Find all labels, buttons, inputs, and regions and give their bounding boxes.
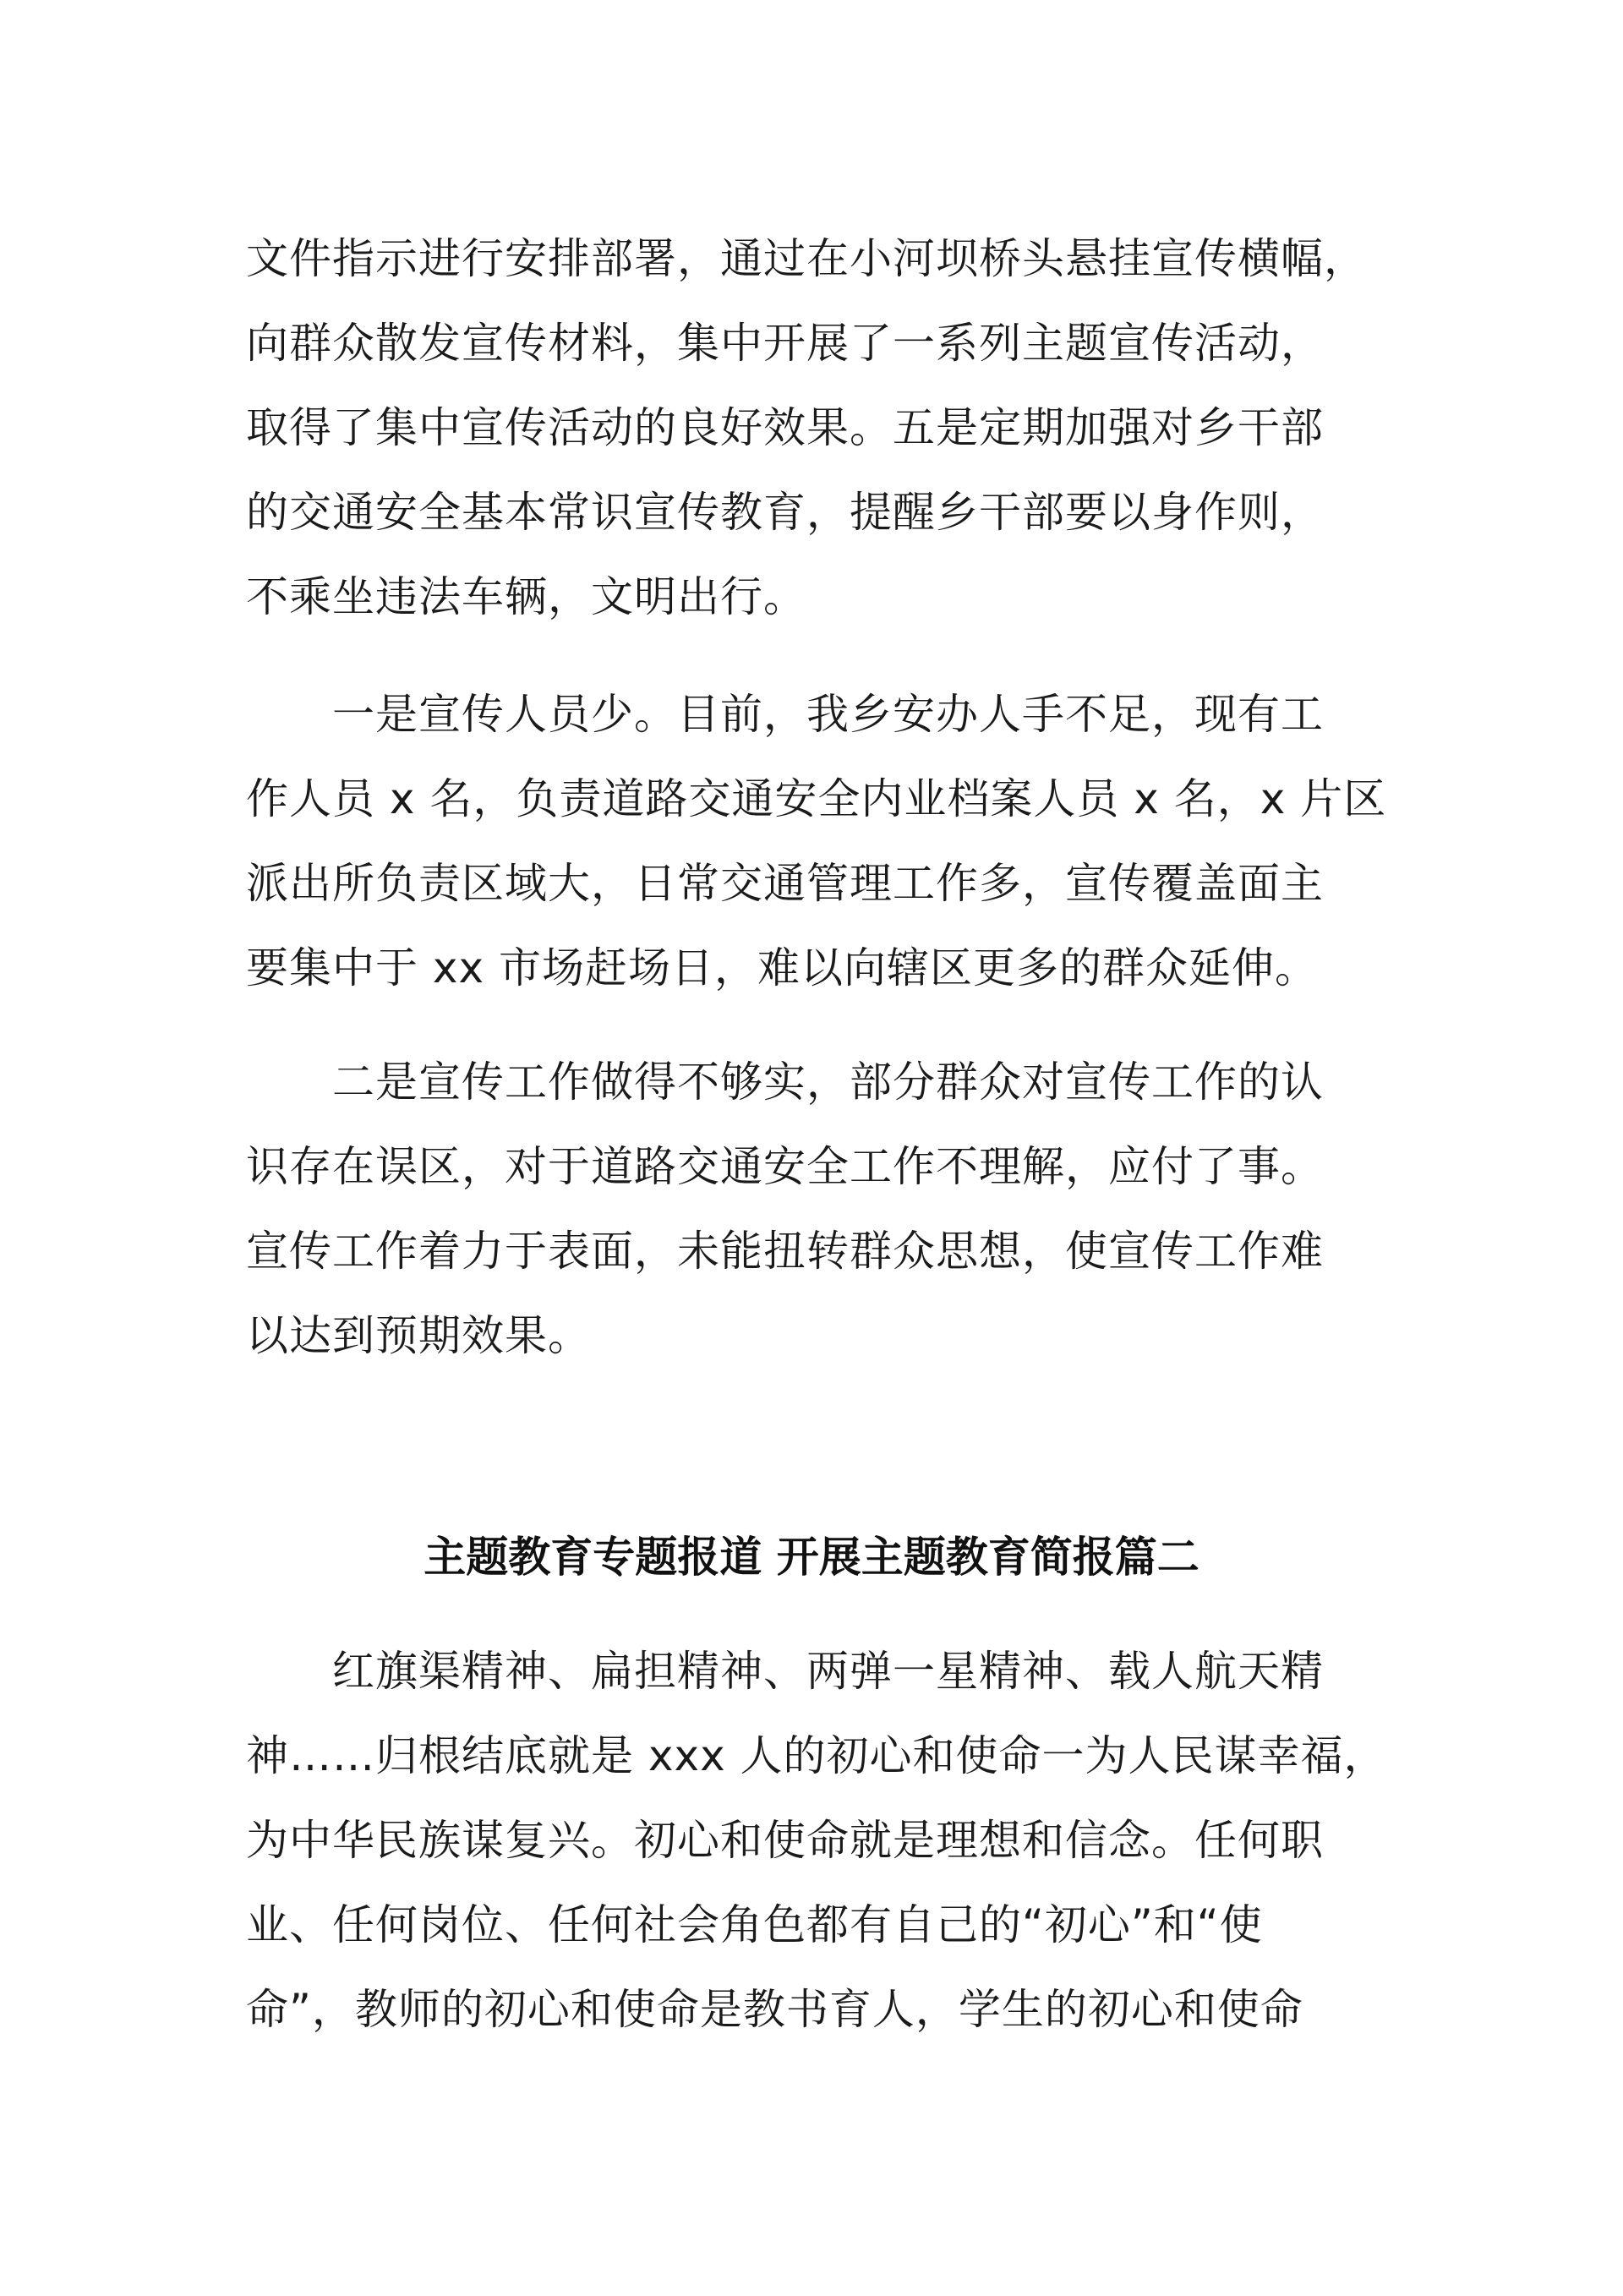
text-line: 命”，教师的初心和使命是教书育人，学生的初心和使命 (246, 1985, 1303, 2034)
text-line: 以达到预期效果。 (246, 1311, 591, 1360)
section-heading: 主题教育专题报道 开展主题教育简报篇二 (424, 1533, 1199, 1582)
text-line: 一是宣传人员少。目前，我乡安办人手不足，现有工 (246, 690, 1324, 739)
text-line: 神……归根结底就是 xxx 人的初心和使命一为人民谋幸福， (246, 1731, 1387, 1780)
text-line: 为中华民族谋复兴。初心和使命就是理想和信念。任何职 (246, 1816, 1324, 1865)
text-line: 要集中于 xx 市场赶场日，难以向辖区更多的群众延伸。 (246, 943, 1318, 992)
text-line: 的交通安全基本常识宣传教育，提醒乡干部要以身作则， (246, 488, 1324, 537)
text-line: 红旗渠精神、扁担精神、两弹一星精神、载人航天精 (246, 1647, 1324, 1696)
text-line: 文件指示进行安排部署，通过在小河坝桥头悬挂宣传横幅， (246, 234, 1367, 283)
text-line: 业、任何岗位、任何社会角色都有自己的“初心”和“使 (246, 1900, 1263, 1949)
text-line: 识存在误区，对于道路交通安全工作不理解，应付了事。 (246, 1142, 1324, 1191)
text-line: 向群众散发宣传材料，集中开展了一系列主题宣传活动， (246, 319, 1324, 368)
text-line: 取得了集中宣传活动的良好效果。五是定期加强对乡干部 (246, 403, 1324, 452)
text-line: 派出所负责区域大，日常交通管理工作多，宣传覆盖面主 (246, 859, 1324, 908)
text-line: 不乘坐违法车辆，文明出行。 (246, 572, 806, 621)
text-line: 宣传工作着力于表面，未能扭转群众思想，使宣传工作难 (246, 1227, 1324, 1276)
text-line: 作人员 x 名，负责道路交通安全内业档案人员 x 名，x 片区 (246, 774, 1387, 823)
text-line: 二是宣传工作做得不够实，部分群众对宣传工作的认 (246, 1058, 1324, 1107)
